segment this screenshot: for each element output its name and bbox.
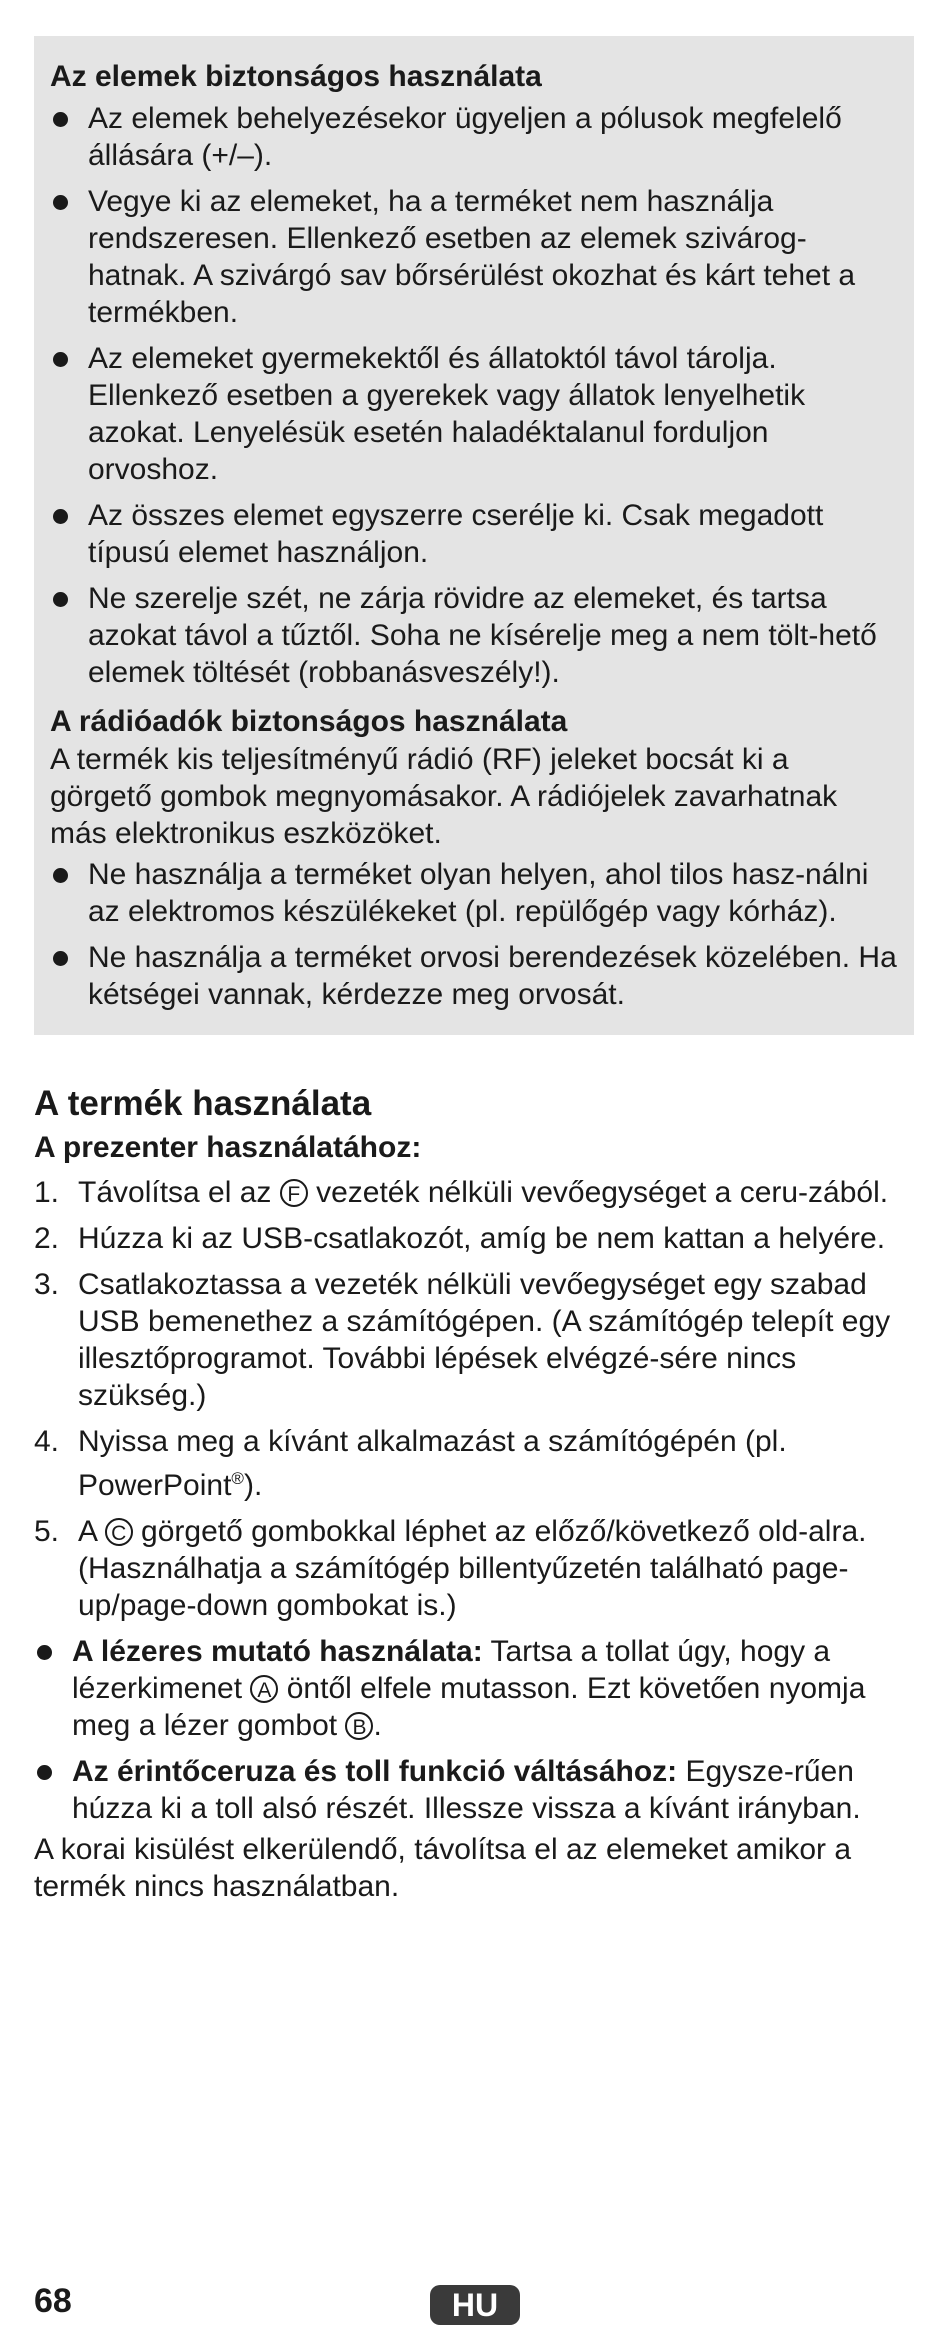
usage-subtitle: A prezenter használatához: xyxy=(34,1131,422,1164)
page-number: 68 xyxy=(34,2282,72,2320)
radio-safety-intro: A termék kis teljesítményű rádió (RF) jeleket bocsát ki a görgető gombok megnyomásakor. A rádiójelek zavarhatnak más elektronikus eszközöket. xyxy=(50,743,838,850)
list-item: Ne szerelje szét, ne zárja rövidre az elemeket, és tartsa azokat távol a tűztől. Soha ne kísérelje meg a nem tölt-hető elemek töltését (robbanásveszély!). xyxy=(50,580,898,691)
battery-safety-heading: Az elemek biztonságos használata xyxy=(50,60,542,93)
list-item: Ne használja a terméket orvosi berendezések közelében. Ha kétségei vannak, kérdezze meg orvosát. xyxy=(50,939,898,1013)
bullet-icon xyxy=(53,868,68,883)
bullet-icon xyxy=(53,951,68,966)
bullet-icon xyxy=(53,112,68,127)
battery-safety-list xyxy=(50,100,898,691)
usage-steps xyxy=(34,1174,914,1624)
list-item: A lézeres mutató használata: Tartsa a tollat úgy, hogy a lézerkimenet A öntől elfele mutasson. Ezt követően nyomja meg a lézer gombot B . xyxy=(34,1633,914,1744)
closing-note: A korai kisülést elkerülendő, távolítsa el az elemeket amikor a termék nincs használatban. xyxy=(34,1833,852,1903)
bullet-icon xyxy=(37,1765,52,1780)
safety-box xyxy=(34,36,914,1035)
bullet-icon xyxy=(53,509,68,524)
bullet-icon xyxy=(53,195,68,210)
receiver-marker-icon: F xyxy=(280,1179,308,1207)
radio-safety-heading: A rádióadók biztonságos használata xyxy=(50,705,568,738)
list-item: Ne használja a terméket olyan helyen, ahol tilos hasz-nálni az elektromos készülékeket (pl. repülőgép vagy kórház). xyxy=(50,856,898,930)
list-item: Vegye ki az elemeket, ha a terméket nem használja rendszeresen. Ellenkező esetben az elemek szivárog-hatnak. A szivárgó sav bőrsérülést okozhat és kárt tehet a termékben. xyxy=(50,183,898,331)
page-content xyxy=(34,36,914,1905)
usage-notes xyxy=(34,1633,914,1827)
laser-button-marker-icon: B xyxy=(345,1712,373,1740)
bullet-icon xyxy=(37,1645,52,1660)
usage-title: A termék használata xyxy=(34,1084,372,1123)
scroll-buttons-marker-icon: C xyxy=(105,1518,133,1546)
list-item: Az elemeket gyermekektől és állatoktól távol tárolja. Ellenkező esetben a gyerekek vagy állatok lenyelhetik azokat. Lenyelésük esetén haladéktalanul forduljon orvoshoz. xyxy=(50,340,898,488)
language-badge: HU xyxy=(430,2285,520,2325)
step-item: 1. Távolítsa el az F vezeték nélküli vevőegységet a ceru-zából. xyxy=(34,1176,889,1209)
list-item: Az elemek behelyezésekor ügyeljen a pólusok megfelelő állására (+/–). xyxy=(50,100,898,174)
radio-safety-list xyxy=(50,856,898,1013)
laser-output-marker-icon: A xyxy=(250,1675,278,1703)
step-item: 4. Nyissa meg a kívánt alkalmazást a számítógépén (pl. PowerPoint®). xyxy=(34,1425,787,1502)
list-item: Az összes elemet egyszerre cserélje ki. Csak megadott típusú elemet használjon. xyxy=(50,497,898,571)
step-item: 2. Húzza ki az USB-csatlakozót, amíg be nem kattan a helyére. xyxy=(34,1222,886,1255)
step-item: 3. Csatlakoztassa a vezeték nélküli vevőegységet egy szabad USB bemenethez a számítógépen. (A számítógép telepít egy illesztőprogramot. További lépések elvégzé-sére nincs szükség.) xyxy=(34,1268,891,1412)
bullet-icon xyxy=(53,352,68,367)
step-item: 5. A C görgető gombokkal léphet az előző/következő old-alra. (Használhatja a számítógép billentyűzetén található page-up/page-down gombokat is.) xyxy=(34,1515,867,1622)
list-item: Az érintőceruza és toll funkció váltásához: Egysze-rűen húzza ki a toll alsó részét. Illessze vissza a kívánt irányban. xyxy=(34,1753,914,1827)
bullet-icon xyxy=(53,592,68,607)
